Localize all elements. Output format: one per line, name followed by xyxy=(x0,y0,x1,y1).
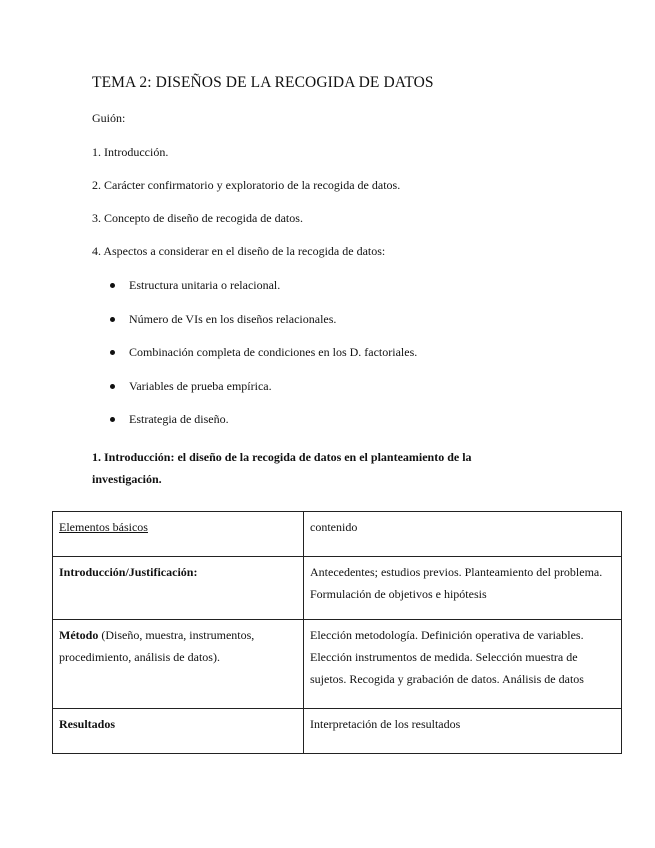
outline-item: 4. Aspectos a considerar en el diseño de la recogida de datos: xyxy=(92,244,386,258)
outline-item: 1. Introducción. xyxy=(92,145,169,159)
bullet-item xyxy=(110,312,417,346)
row-label-bold: Introducción/Justificación: xyxy=(59,565,198,579)
table-cell-content: Antecedentes; estudios previos. Planteamiento del problema. Formulación de objetivos e hipótesis xyxy=(304,557,622,620)
table-cell-label xyxy=(53,709,304,754)
bullet-dot-icon xyxy=(110,283,115,288)
bullet-item xyxy=(110,412,417,446)
table-cell-content: Elección metodología. Definición operativa de variables. Elección instrumentos de medida. Selección muestra de sujetos. Recogida y grabación de datos. Análisis de datos xyxy=(304,620,622,709)
table-header-cell xyxy=(53,512,304,557)
bullet-text: Combinación completa de condiciones en los D. factoriales. xyxy=(129,345,418,359)
bullet-item xyxy=(110,278,417,312)
bullet-text: Variables de prueba empírica. xyxy=(129,378,272,393)
bullet-item xyxy=(110,345,417,379)
outline-item: 3. Concepto de diseño de recogida de datos. xyxy=(92,211,303,225)
outline-item: 2. Carácter confirmatorio y exploratorio de la recogida de datos. xyxy=(92,178,401,192)
page-title: TEMA 2: DISEÑOS DE LA RECOGIDA DE DATOS xyxy=(92,74,434,91)
table-cell-label xyxy=(53,557,304,620)
row-label-rest: (Diseño, muestra, instrumentos, procedimiento, análisis de datos). xyxy=(59,628,255,664)
bullet-dot-icon xyxy=(110,417,115,422)
table-cell-content: Interpretación de los resultados xyxy=(304,709,622,754)
bullet-dot-icon xyxy=(110,317,115,322)
aspects-bullet-list xyxy=(110,278,417,446)
row-label-bold: Método xyxy=(59,628,99,642)
table-cell-label xyxy=(53,620,304,709)
bullet-text: Estrategia de diseño. xyxy=(129,412,229,426)
bullet-item xyxy=(110,379,417,413)
table-row xyxy=(53,709,622,754)
table-row xyxy=(53,620,622,709)
table-header-row xyxy=(53,512,622,557)
bullet-text: Número de VIs en los diseños relacionales. xyxy=(129,311,337,326)
row-label-bold: Resultados xyxy=(59,717,116,731)
table-header-cell xyxy=(304,512,622,557)
guion-label: Guión: xyxy=(92,111,126,125)
header-contenido: contenido xyxy=(310,520,358,534)
header-elementos: Elementos básicos xyxy=(59,520,148,534)
table-row xyxy=(53,557,622,620)
outline-list xyxy=(92,145,400,277)
bullet-text: Estructura unitaria o relacional. xyxy=(129,278,281,292)
bullet-dot-icon xyxy=(110,350,115,355)
research-elements-table xyxy=(52,511,622,754)
section-heading: 1. Introducción: el diseño de la recogida de datos en el planteamiento de la investigación. xyxy=(92,450,472,486)
bullet-dot-icon xyxy=(110,384,115,389)
